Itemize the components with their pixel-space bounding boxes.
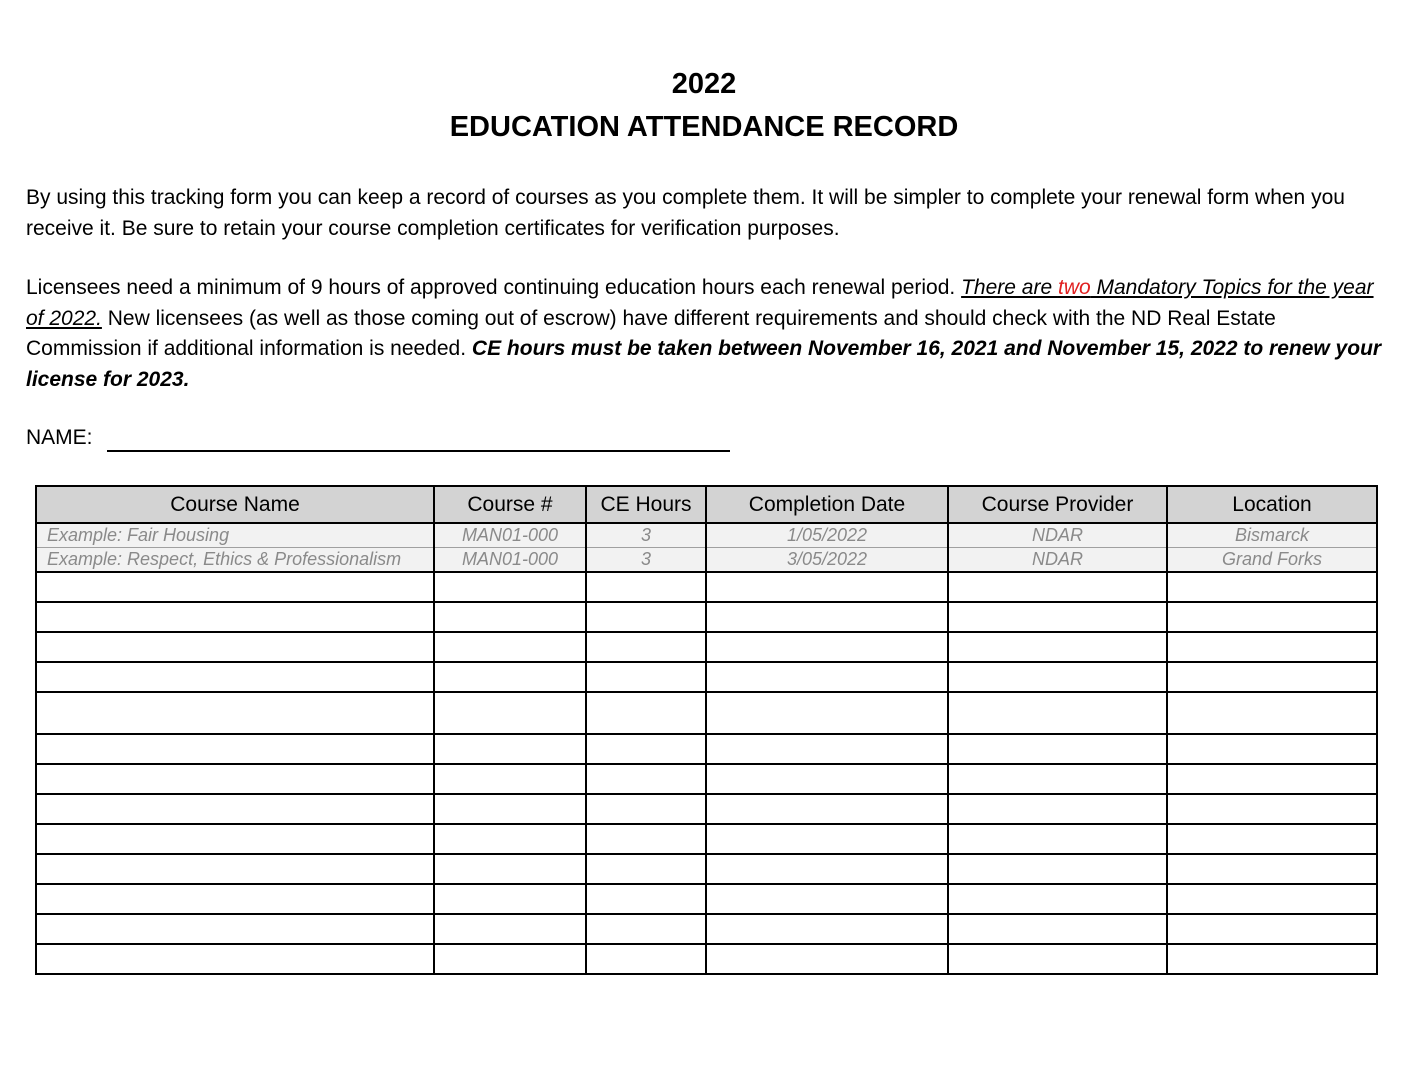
entry-cell-course-number[interactable]: [434, 884, 586, 914]
entry-cell-course-number[interactable]: [434, 632, 586, 662]
entry-cell-course-name[interactable]: [36, 764, 434, 794]
entry-cell-course-name[interactable]: [36, 794, 434, 824]
table-row: [36, 824, 1377, 854]
entry-cell-ce-hours[interactable]: [586, 764, 706, 794]
example-course-number: MAN01-000: [434, 548, 586, 573]
entry-cell-location[interactable]: [1167, 734, 1377, 764]
entry-cell-course-name[interactable]: [36, 854, 434, 884]
entry-cell-ce-hours[interactable]: [586, 602, 706, 632]
table-row: [36, 572, 1377, 602]
entry-cell-completion-date[interactable]: [706, 794, 948, 824]
attendance-record-table: [35, 485, 1378, 975]
entry-cell-course-name[interactable]: [36, 884, 434, 914]
example-course-name: Example: Fair Housing: [36, 523, 434, 548]
entry-cell-ce-hours[interactable]: [586, 824, 706, 854]
entry-cell-location[interactable]: [1167, 854, 1377, 884]
example-ce-hours: 3: [586, 523, 706, 548]
entry-cell-course-number[interactable]: [434, 794, 586, 824]
entry-cell-location[interactable]: [1167, 662, 1377, 692]
entry-cell-ce-hours[interactable]: [586, 572, 706, 602]
entry-cell-course-provider[interactable]: [948, 944, 1167, 974]
entry-cell-course-provider[interactable]: [948, 854, 1167, 884]
example-course-number: MAN01-000: [434, 523, 586, 548]
table-row: [36, 914, 1377, 944]
entry-cell-ce-hours[interactable]: [586, 944, 706, 974]
example-location: Bismarck: [1167, 523, 1377, 548]
entry-cell-course-number[interactable]: [434, 662, 586, 692]
entry-cell-course-name[interactable]: [36, 662, 434, 692]
entry-cell-course-name[interactable]: [36, 734, 434, 764]
mandatory-note-part2: Mandatory Topics for the year of 2022.: [26, 276, 1374, 330]
example-completion-date: 3/05/2022: [706, 548, 948, 573]
col-header-course-provider: Course Provider: [948, 486, 1167, 523]
entry-cell-course-name[interactable]: [36, 944, 434, 974]
entry-cell-course-provider[interactable]: [948, 794, 1167, 824]
entry-cell-completion-date[interactable]: [706, 824, 948, 854]
entry-cell-course-provider[interactable]: [948, 764, 1167, 794]
col-header-completion-date: Completion Date: [706, 486, 948, 523]
entry-cell-ce-hours[interactable]: [586, 692, 706, 734]
entry-cell-completion-date[interactable]: [706, 914, 948, 944]
table-header-row: [36, 486, 1377, 523]
example-row: [36, 523, 1377, 548]
table-row: [36, 944, 1377, 974]
example-course-provider: NDAR: [948, 548, 1167, 573]
entry-cell-course-provider[interactable]: [948, 662, 1167, 692]
entry-cell-ce-hours[interactable]: [586, 632, 706, 662]
entry-cell-ce-hours[interactable]: [586, 734, 706, 764]
entry-cell-course-number[interactable]: [434, 944, 586, 974]
requirements-text: Licensees need a minimum of 9 hours of approved continuing education hours each renewal period.: [26, 276, 962, 299]
example-ce-hours: 3: [586, 548, 706, 573]
entry-cell-course-name[interactable]: [36, 824, 434, 854]
entry-cell-course-number[interactable]: [434, 914, 586, 944]
entry-cell-course-name[interactable]: [36, 602, 434, 632]
entry-cell-course-provider[interactable]: [948, 914, 1167, 944]
table-row: [36, 854, 1377, 884]
entry-cell-course-provider[interactable]: [948, 632, 1167, 662]
table-row: [36, 632, 1377, 662]
entry-cell-course-name[interactable]: [36, 632, 434, 662]
mandatory-note-part1: There are: [961, 276, 1058, 299]
intro-paragraph-1-text: By using this tracking form you can keep a record of courses as you complete them. It will be simpler to complete your renewal form when you receive it. Be sure to retain your course completion certificates for verification purposes.: [26, 186, 1345, 240]
example-row: [36, 548, 1377, 573]
entry-cell-ce-hours[interactable]: [586, 914, 706, 944]
mandatory-count-emphasis: two: [1057, 276, 1091, 299]
entry-cell-course-number[interactable]: [434, 824, 586, 854]
entry-cell-course-provider[interactable]: [948, 734, 1167, 764]
entry-cell-completion-date[interactable]: [706, 884, 948, 914]
ce-deadline-text: CE hours must be taken between November 16, 2021 and November 15, 2022 to renew your license for 2023.: [26, 337, 1382, 391]
document-title: EDUCATION ATTENDANCE RECORD: [449, 111, 959, 143]
example-completion-date: 1/05/2022: [706, 523, 948, 548]
entry-cell-ce-hours[interactable]: [586, 662, 706, 692]
col-header-course-name: Course Name: [36, 486, 434, 523]
entry-cell-completion-date[interactable]: [706, 692, 948, 734]
entry-cell-location[interactable]: [1167, 602, 1377, 632]
entry-cell-course-number[interactable]: [434, 572, 586, 602]
intro-paragraph-2: [26, 273, 1386, 395]
example-course-provider: NDAR: [948, 523, 1167, 548]
example-location: Grand Forks: [1167, 548, 1377, 573]
entry-cell-location[interactable]: [1167, 914, 1377, 944]
col-header-course-number: Course #: [434, 486, 586, 523]
entry-cell-completion-date[interactable]: [706, 944, 948, 974]
entry-cell-course-number[interactable]: [434, 734, 586, 764]
entry-cell-course-name[interactable]: [36, 692, 434, 734]
table-row: [36, 764, 1377, 794]
col-header-ce-hours: CE Hours: [586, 486, 706, 523]
entry-cell-ce-hours[interactable]: [586, 884, 706, 914]
col-header-location: Location: [1167, 486, 1377, 523]
entry-cell-completion-date[interactable]: [706, 764, 948, 794]
table-row: [36, 734, 1377, 764]
entry-cell-location[interactable]: [1167, 764, 1377, 794]
entry-cell-course-number[interactable]: [434, 854, 586, 884]
table-row: [36, 692, 1377, 734]
entry-cell-completion-date[interactable]: [706, 734, 948, 764]
entry-cell-completion-date[interactable]: [706, 854, 948, 884]
entry-cell-location[interactable]: [1167, 884, 1377, 914]
entry-cell-completion-date[interactable]: [706, 662, 948, 692]
entry-cell-course-provider[interactable]: [948, 692, 1167, 734]
intro-paragraph-2-text: [26, 273, 1386, 395]
entry-cell-location[interactable]: [1167, 572, 1377, 602]
entry-cell-completion-date[interactable]: [706, 602, 948, 632]
entry-cell-ce-hours[interactable]: [586, 794, 706, 824]
entry-cell-completion-date[interactable]: [706, 632, 948, 662]
entry-cell-location[interactable]: [1167, 794, 1377, 824]
entry-cell-course-provider[interactable]: [948, 824, 1167, 854]
name-field-line[interactable]: [107, 450, 730, 452]
entry-cell-course-name[interactable]: [36, 572, 434, 602]
document-year: 2022: [671, 68, 737, 100]
entry-cell-course-number[interactable]: [434, 692, 586, 734]
intro-paragraph-1: [26, 183, 1386, 244]
table-row: [36, 884, 1377, 914]
table-row: [36, 602, 1377, 632]
example-course-name: Example: Respect, Ethics & Professionalism: [36, 548, 434, 573]
entry-cell-course-name[interactable]: [36, 914, 434, 944]
entry-cell-course-provider[interactable]: [948, 572, 1167, 602]
entry-cell-location[interactable]: [1167, 824, 1377, 854]
table-row: [36, 662, 1377, 692]
entry-cell-course-provider[interactable]: [948, 602, 1167, 632]
entry-cell-course-provider[interactable]: [948, 884, 1167, 914]
entry-cell-course-number[interactable]: [434, 764, 586, 794]
name-label: NAME:: [26, 426, 93, 449]
table-row: [36, 794, 1377, 824]
entry-cell-ce-hours[interactable]: [586, 854, 706, 884]
entry-cell-course-number[interactable]: [434, 602, 586, 632]
entry-cell-completion-date[interactable]: [706, 572, 948, 602]
entry-cell-location[interactable]: [1167, 692, 1377, 734]
entry-cell-location[interactable]: [1167, 944, 1377, 974]
entry-cell-location[interactable]: [1167, 632, 1377, 662]
new-licensee-text: New licensees (as well as those coming out of escrow) have different requirements and should check with the ND Real Estate Commission if additional information is needed.: [26, 306, 1276, 360]
